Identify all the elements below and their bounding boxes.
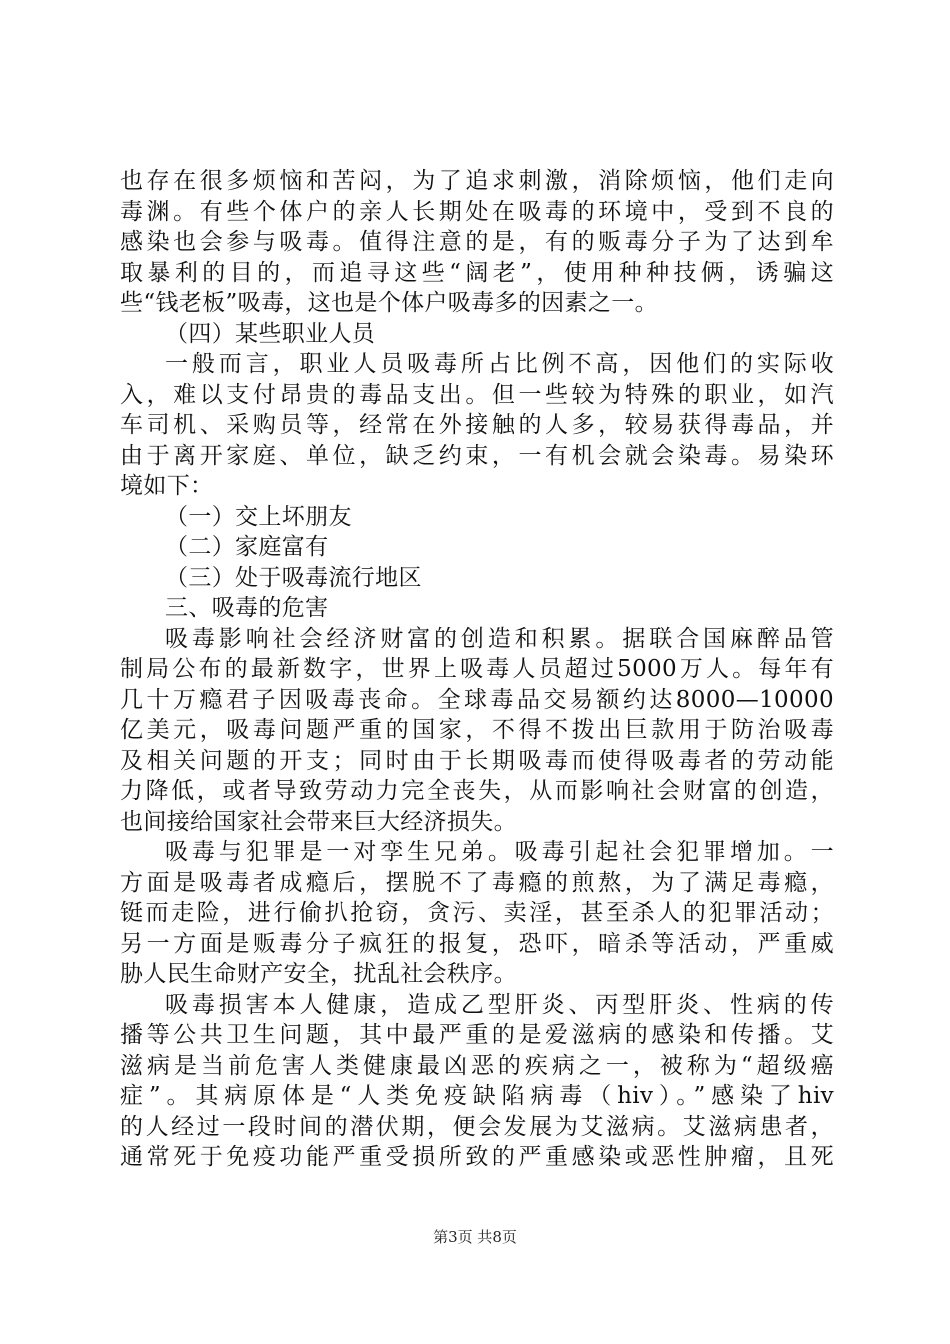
text-line: 车司机、采购员等，经常在外接触的人多，较易获得毒品，并 — [120, 412, 834, 438]
text-line: 也存在很多烦恼和苦闷，为了追求刺激，消除烦恼，他们走向 — [120, 168, 834, 194]
text-line: 制局公布的最新数字，世界上吸毒人员超过5000万人。每年有 — [120, 656, 834, 682]
text-line: 吸毒影响社会经济财富的创造和积累。据联合国麻醉品管 — [165, 625, 834, 652]
text-line: （二）家庭富有 — [165, 534, 329, 560]
text-line: 毒渊。有些个体户的亲人长期处在吸毒的环境中，受到不良的 — [120, 198, 834, 225]
text-line: 吸毒与犯罪是一对孪生兄弟。吸毒引起社会犯罪增加。一 — [165, 839, 834, 865]
text-line: 及相关问题的开支；同时由于长期吸毒而使得吸毒者的劳动能 — [120, 747, 834, 774]
text-line: 感染也会参与吸毒。值得注意的是，有的贩毒分子为了达到牟 — [120, 229, 834, 255]
text-line: 另一方面是贩毒分子疯狂的报复，恐吓，暗杀等活动，严重威 — [120, 930, 834, 957]
document-body — [120, 166, 834, 1173]
text-line: 也间接给国家社会带来巨大经济损失。 — [120, 808, 517, 835]
text-line: 取暴利的目的，而追寻这些“阔老”，使用种种技俩，诱骗这 — [120, 259, 834, 286]
text-line: 的人经过一段时间的潜伏期，便会发展为艾滋病。艾滋病患者， — [120, 1113, 834, 1140]
text-line: 方面是吸毒者成瘾后，摆脱不了毒瘾的煎熬，为了满足毒瘾， — [120, 869, 834, 896]
text-line: 胁人民生命财产安全，扰乱社会秩序。 — [120, 961, 517, 987]
text-line: 入，难以支付昂贵的毒品支出。但一些较为特殊的职业，如汽 — [120, 381, 834, 408]
text-line: 亿美元，吸毒问题严重的国家，不得不拨出巨款用于防治吸毒 — [120, 717, 834, 743]
text-line: （四）某些职业人员 — [165, 320, 376, 347]
text-line: 几十万瘾君子因吸毒丧命。全球毒品交易额约达8000—10000 — [120, 686, 834, 713]
text-line: 播等公共卫生问题，其中最严重的是爱滋病的感染和传播。艾 — [120, 1022, 834, 1048]
text-line: 症”。其病原体是“人类免疫缺陷病毒（hiv）。”感染了hiv — [120, 1083, 834, 1109]
text-line: 由于离开家庭、单位，缺乏约束，一有机会就会染毒。易染环 — [120, 442, 834, 469]
text-line: 境如下： — [120, 473, 214, 499]
text-line: 一般而言，职业人员吸毒所占比例不高，因他们的实际收 — [165, 351, 834, 377]
text-line: 力降低，或者导致劳动力完全丧失，从而影响社会财富的创造， — [120, 778, 834, 804]
text-line: （一）交上坏朋友 — [165, 503, 352, 530]
text-line: 通常死于免疫功能严重受损所致的严重感染或恶性肿瘤，且死 — [120, 1144, 834, 1170]
text-line: 铤而走险，进行偷扒抢窃，贪污、卖淫，甚至杀人的犯罪活动； — [120, 900, 834, 926]
text-line: 三、吸毒的危害 — [165, 595, 329, 621]
text-line: 些“钱老板”吸毒，这也是个体户吸毒多的因素之一。 — [120, 290, 658, 316]
page-footer: 第3页 共8页 — [433, 1228, 517, 1246]
text-line: 滋病是当前危害人类健康最凶恶的疾病之一，被称为“超级癌 — [120, 1052, 834, 1079]
text-line: 吸毒损害本人健康，造成乙型肝炎、丙型肝炎、性病的传 — [165, 991, 834, 1018]
text-line: （三）处于吸毒流行地区 — [165, 564, 422, 591]
